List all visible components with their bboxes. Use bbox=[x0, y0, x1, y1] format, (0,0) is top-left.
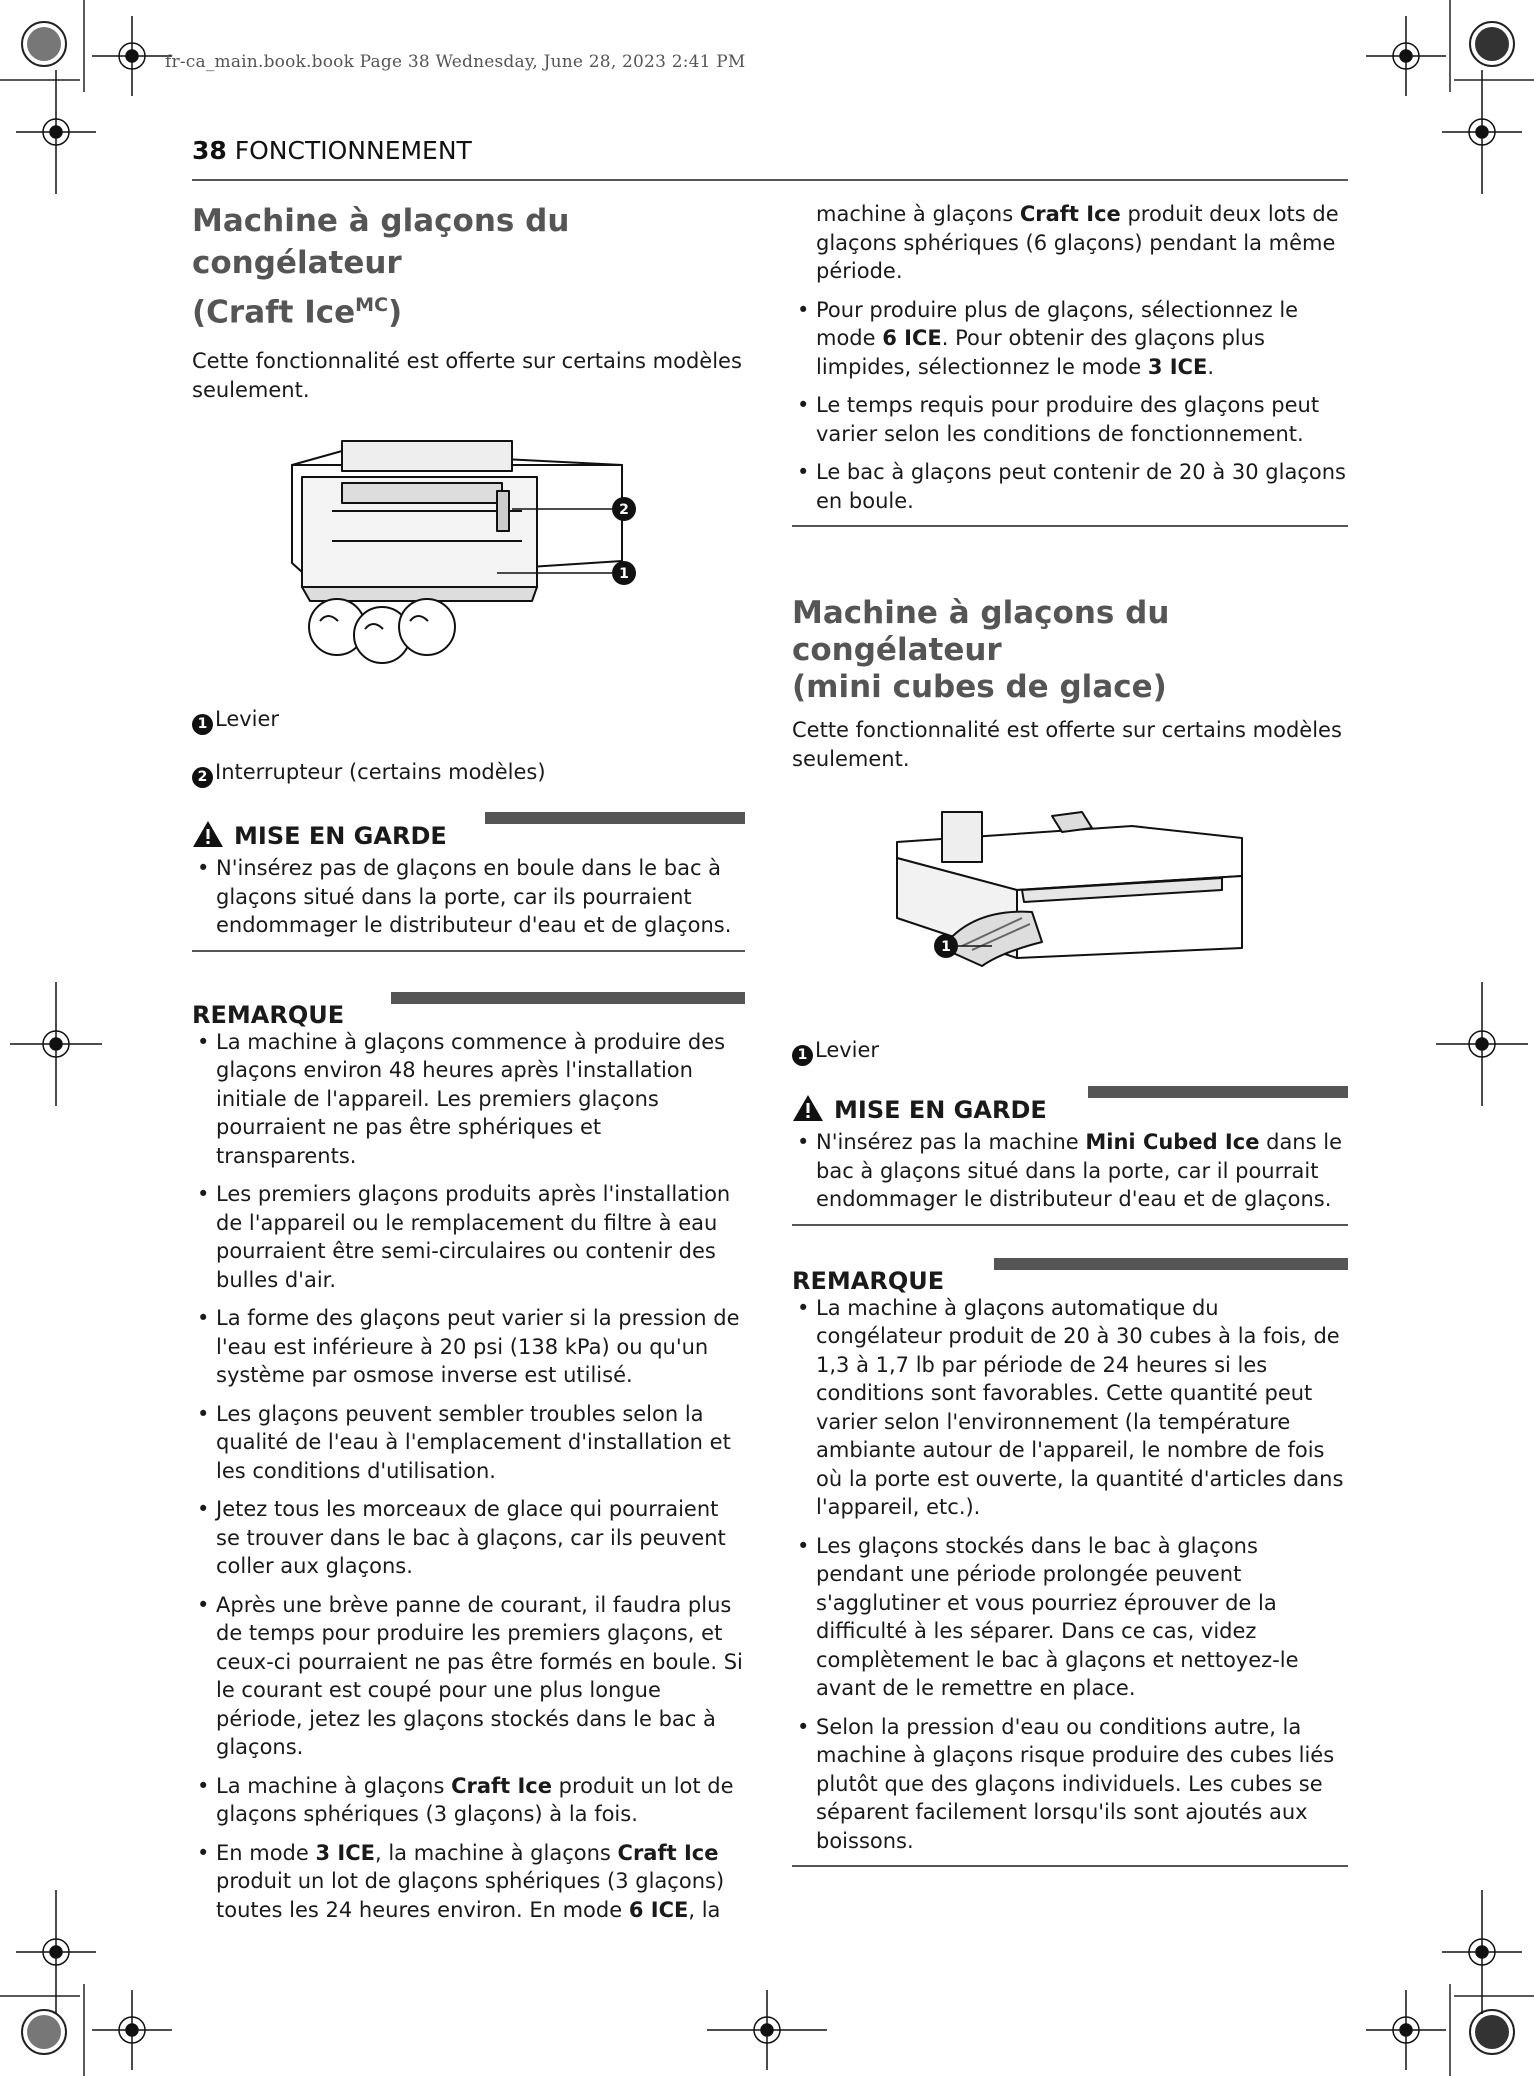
note-item: • Les glaçons peuvent sembler troubles selon la qualité de l'eau à l'emplacement d'installation et les conditions d'utilisation. bbox=[192, 1400, 745, 1486]
note-box: REMARQUE • La machine à glaçons commence à produire des glaçons environ 48 heures après l'installation initiale de l'appareil. Les premiers glaçons pourraient ne pas être sphériques et transparents. • Les premiers glaçons produits après l'installation de l'appareil ou le remplacement du filtre à eau pourraient être semi-circulaires ou contenir des bulles d'air. • La forme des glaçons peut varier si la pression de l'eau est inférieure à 20 psi (138 kPa) ou qu'un système par osmose inverse est utilisé. • Les glaçons peuvent sembler troubles selon la qualité de l'eau à l'emplacement d'installation et les conditions d'utilisation. • Jetez tous les morceaux de glace qui pourraient se trouver dans le bac à glaçons, car ils peuvent coller aux glaçons. • Après une brève panne de courant, il faudra plus de temps pour produire les premiers glaçons, et ceux-ci pourraient ne pas être formés en boule. Si le courant est coupé pour une plus longue période, jetez les glaçons stockés dans le bac à glaçons. • La machine à glaçons Craft Ice produit un lot de glaçons sphériques (3 glaçons) à la fois. • En mode 3 ICE, la machine à glaçons Craft Ice produit un lot de glaçons sphériques (3 glaçons) toutes les 24 heures environ. En mode 6 ICE, la bbox=[192, 992, 745, 1925]
note-item: • Les glaçons stockés dans le bac à glaçons pendant une période prolongée peuvent s'agglutiner et vous pourriez éprouver de la difficulté à les séparer. Dans ce cas, videz complètement le bac à glaçons et nettoyez-le avant de le remettre en place. bbox=[792, 1532, 1348, 1703]
continued-text: machine à glaçons Craft Ice produit deux lots de glaçons sphériques (6 glaçons) pendant la même période. bbox=[816, 202, 1339, 283]
section-title: FONCTIONNEMENT bbox=[234, 136, 472, 165]
craft-ice-maker-illustration bbox=[192, 421, 745, 671]
note-item: • Les premiers glaçons produits après l'installation de l'appareil ou le remplacement du filtre à eau pourraient être semi-circulaires ou contenir des bulles d'air. bbox=[192, 1180, 745, 1294]
caution-box: MISE EN GARDE • N'insérez pas la machine Mini Cubed Ice dans le bac à glaçons situé dans la porte, car il pourrait endommager le distributeur d'eau et de glaçons. bbox=[792, 1086, 1348, 1226]
note-item: • La machine à glaçons commence à produire des glaçons environ 48 heures après l'installation initiale de l'appareil. Les premiers glaçons pourraient ne pas être sphériques et transparents. bbox=[192, 1028, 745, 1171]
craft-ice-item: • Pour produire plus de glaçons, sélectionnez le mode 6 ICE. Pour obtenir des glaçons plus limpides, sélectionnez le mode 3 ICE. bbox=[792, 296, 1348, 382]
note-item: • La forme des glaçons peut varier si la pression de l'eau est inférieure à 20 psi (138 kPa) ou qu'un système par osmose inverse est utilisé. bbox=[192, 1304, 745, 1390]
mini-cubes-intro: Cette fonctionnalité est offerte sur certains modèles seulement. bbox=[792, 718, 1342, 771]
legend-item: 1 Levier bbox=[192, 705, 745, 735]
note-box: REMARQUE • La machine à glaçons automatique du congélateur produit de 20 à 30 cubes à la fois, de 1,3 à 1,7 lb par période de 24 heures si les conditions sont favorables. Cette quantité peut varier selon l'environnement (la température ambiante autour de l'appareil, le nombre de fois où la porte est ouverte, la quantité d'articles dans l'appareil, etc.). • Les glaçons stockés dans le bac à glaçons pendant une période prolongée peuvent s'agglutiner et vous pourriez éprouver de la difficulté à les séparer. Dans ce cas, videz complètement le bac à glaçons et nettoyez-le avant de le remettre en place. • Selon la pression d'eau ou conditions autre, la machine à glaçons risque produire des cubes liés plutôt que des glaçons individuels. Les cubes se séparent facilement lorsqu'ils sont ajoutés aux boissons. bbox=[792, 1258, 1348, 1868]
left-column bbox=[192, 200, 745, 1934]
note-item: • En mode 3 ICE, la machine à glaçons Craft Ice produit un lot de glaçons sphériques (3 glaçons) toutes les 24 heures environ. En mode 6 ICE, la bbox=[192, 1839, 745, 1925]
mini-cube-ice-maker-illustration bbox=[792, 798, 1348, 998]
print-info: fr-ca_main.book.book Page 38 Wednesday, June 28, 2023 2:41 PM bbox=[165, 52, 746, 72]
note-item: • La machine à glaçons Craft Ice produit un lot de glaçons sphériques (3 glaçons) à la fois. bbox=[192, 1772, 745, 1829]
craft-ice-heading: Machine à glaçons du congélateur (Craft Ice$^{MC}$) bbox=[192, 203, 570, 331]
note-item: • La machine à glaçons automatique du congélateur produit de 20 à 30 cubes à la fois, de 1,3 à 1,7 lb par période de 24 heures si les conditions sont favorables. Cette quantité peut varier selon l'environnement (la température ambiante autour de l'appareil, le nombre de fois où la porte est ouverte, la quantité d'articles dans l'appareil, etc.). bbox=[792, 1294, 1348, 1522]
mini-cubes-heading: Machine à glaçons du congélateur (mini cubes de glace) bbox=[792, 595, 1170, 705]
warning-icon bbox=[792, 1094, 824, 1122]
legend-item: 2 Interrupteur (certains modèles) bbox=[192, 758, 745, 788]
caution-box: MISE EN GARDE • N'insérez pas de glaçons en boule dans le bac à glaçons situé dans la porte, car ils pourraient endommager le distributeur d'eau et de glaçons. bbox=[192, 812, 745, 952]
page-header bbox=[192, 136, 472, 165]
craft-ice-intro: Cette fonctionnalité est offerte sur certains modèles seulement. bbox=[192, 349, 742, 403]
caution-item: • N'insérez pas de glaçons en boule dans le bac à glaçons situé dans la porte, car ils pourraient endommager le distributeur d'eau et de glaçons. bbox=[192, 854, 745, 940]
callout-1: 1 bbox=[619, 566, 629, 583]
note-item: • Selon la pression d'eau ou conditions autre, la machine à glaçons risque produire des cubes liés plutôt que des glaçons individuels. Les cubes se séparent facilement lorsqu'ils sont ajoutés aux boissons. bbox=[792, 1713, 1348, 1856]
note-item: • Jetez tous les morceaux de glace qui pourraient se trouver dans le bac à glaçons, car ils peuvent coller aux glaçons. bbox=[192, 1495, 745, 1581]
note-item: • Après une brève panne de courant, il faudra plus de temps pour produire les premiers glaçons, et ceux-ci pourraient ne pas être formés en boule. Si le courant est coupé pour une plus longue période, jetez les glaçons stockés dans le bac à glaçons. bbox=[192, 1591, 745, 1762]
callout-1: 1 bbox=[941, 939, 951, 955]
right-column bbox=[792, 200, 1348, 1867]
legend-item: 1 Levier bbox=[792, 1036, 1348, 1066]
header-rule bbox=[192, 179, 1348, 181]
caution-item: • N'insérez pas la machine Mini Cubed Ice dans le bac à glaçons situé dans la porte, car il pourrait endommager le distributeur d'eau et de glaçons. bbox=[792, 1128, 1348, 1214]
callout-2: 2 bbox=[619, 502, 629, 519]
craft-ice-item: • Le temps requis pour produire des glaçons peut varier selon les conditions de fonctionnement. bbox=[792, 391, 1348, 448]
warning-icon bbox=[192, 820, 224, 848]
page-number: 38 bbox=[192, 136, 227, 165]
craft-ice-item: • Le bac à glaçons peut contenir de 20 à 30 glaçons en boule. bbox=[792, 458, 1348, 515]
